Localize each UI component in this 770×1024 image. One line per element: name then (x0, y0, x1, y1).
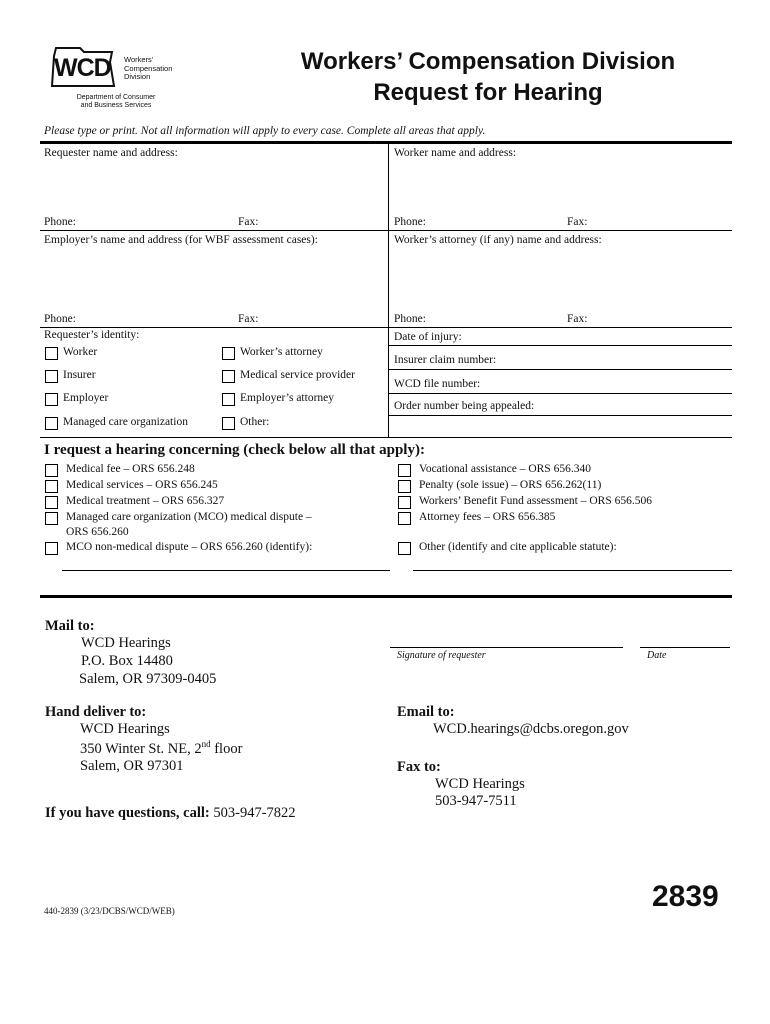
identity-employer-attorney-label: Employer’s attorney (240, 392, 334, 404)
mail-line-3: Salem, OR 97309-0405 (79, 671, 217, 687)
identity-employer-attorney-checkbox[interactable] (222, 393, 235, 406)
medical-treatment-checkbox[interactable] (45, 496, 58, 509)
questions-phone[interactable]: 503-947-7822 (213, 805, 296, 821)
identity-other-label: Other: (240, 416, 270, 428)
hand-line-1: WCD Hearings (80, 721, 170, 737)
attorney-fees-checkbox[interactable] (398, 512, 411, 525)
case-divider-3 (388, 393, 732, 394)
wcd-file-number-field[interactable]: WCD file number: (394, 378, 481, 390)
mail-heading: Mail to: (45, 618, 95, 634)
identity-medical-provider-label: Medical service provider (240, 369, 355, 381)
medical-services-label: Medical services – ORS 656.245 (66, 479, 218, 491)
identity-employer-checkbox[interactable] (45, 393, 58, 406)
attorney-fees-label: Attorney fees – ORS 656.385 (419, 511, 556, 523)
wcd-logo (50, 46, 178, 108)
fax-line-2: 503-947-7511 (435, 793, 517, 809)
order-number-field[interactable]: Order number being appealed: (394, 400, 535, 412)
email-heading: Email to: (397, 704, 455, 720)
vocational-label: Vocational assistance – ORS 656.340 (419, 463, 591, 475)
other-label: Other (identify and cite applicable statute): (419, 541, 617, 553)
mail-line-1: WCD Hearings (81, 635, 171, 651)
signature-label: Signature of requester (397, 650, 486, 661)
identity-worker-attorney-label: Worker’s attorney (240, 346, 323, 358)
signature-line[interactable] (390, 647, 623, 648)
form-top-rule (40, 141, 732, 144)
identity-medical-provider-checkbox[interactable] (222, 370, 235, 383)
questions-line: If you have questions, call: 503-947-7822 (45, 805, 296, 821)
attorney-fax-field[interactable]: Fax: (567, 313, 588, 325)
date-line[interactable] (640, 647, 730, 648)
fax-heading: Fax to: (397, 759, 441, 775)
case-divider-4 (388, 415, 732, 416)
date-of-injury-field[interactable]: Date of injury: (394, 331, 462, 343)
insurer-claim-number-field[interactable]: Insurer claim number: (394, 354, 497, 366)
requester-fax-field[interactable]: Fax: (238, 216, 259, 228)
medical-fee-label: Medical fee – ORS 656.248 (66, 463, 195, 475)
penalty-label: Penalty (sole issue) – ORS 656.262(11) (419, 479, 602, 491)
identity-worker-checkbox[interactable] (45, 347, 58, 360)
footer-code: 440-2839 (3/23/DCBS/WCD/WEB) (44, 906, 175, 916)
identity-label: Requester’s identity: (44, 329, 140, 341)
wbf-assessment-label: Workers’ Benefit Fund assessment – ORS 656.506 (419, 495, 652, 507)
requester-name-field[interactable]: Requester name and address: (44, 147, 178, 159)
logo-division-name: Workers' Compensation Division (124, 55, 173, 81)
identity-mco-label: Managed care organization (63, 416, 188, 428)
medical-fee-checkbox[interactable] (45, 464, 58, 477)
case-divider-2 (388, 369, 732, 370)
identity-insurer-checkbox[interactable] (45, 370, 58, 383)
medical-treatment-label: Medical treatment – ORS 656.327 (66, 495, 225, 507)
row-divider-3 (40, 437, 732, 438)
hand-line-3: Salem, OR 97301 (80, 758, 184, 774)
identity-other-checkbox[interactable] (222, 417, 235, 430)
section-rule (40, 595, 732, 598)
attorney-phone-field[interactable]: Phone: (394, 313, 426, 325)
wbf-assessment-checkbox[interactable] (398, 496, 411, 509)
employer-phone-field[interactable]: Phone: (44, 313, 76, 325)
identity-worker-attorney-checkbox[interactable] (222, 347, 235, 360)
mco-medical-checkbox[interactable] (45, 512, 58, 525)
other-identify-line[interactable] (413, 570, 732, 571)
identity-employer-label: Employer (63, 392, 109, 404)
email-address[interactable]: WCD.hearings@dcbs.oregon.gov (433, 721, 629, 737)
hearing-heading: I request a hearing concerning (check below all that apply): (44, 442, 425, 458)
logo-wcd-text: WCD (54, 54, 111, 82)
employer-name-field[interactable]: Employer’s name and address (for WBF assessment cases): (44, 234, 318, 246)
worker-fax-field[interactable]: Fax: (567, 216, 588, 228)
identity-mco-checkbox[interactable] (45, 417, 58, 430)
instructions: Please type or print. Not all information will apply to every case. Complete all areas that apply. (44, 125, 486, 137)
requester-phone-field[interactable]: Phone: (44, 216, 76, 228)
logo-department: Department of Consumer and Business Services (76, 94, 156, 109)
mail-line-2: P.O. Box 14480 (81, 653, 173, 669)
identity-insurer-label: Insurer (63, 369, 96, 381)
vocational-checkbox[interactable] (398, 464, 411, 477)
mco-nonmedical-checkbox[interactable] (45, 542, 58, 555)
fax-line-1: WCD Hearings (435, 776, 525, 792)
date-label: Date (647, 650, 667, 661)
mco-medical-label-cont: ORS 656.260 (66, 526, 129, 538)
page-title: Workers’ Compensation Division (300, 48, 676, 75)
worker-name-field[interactable]: Worker name and address: (394, 147, 517, 159)
row-divider-2 (40, 327, 732, 328)
medical-services-checkbox[interactable] (45, 480, 58, 493)
attorney-name-field[interactable]: Worker’s attorney (if any) name and address: (394, 234, 602, 246)
hand-line-2: 350 Winter St. NE, 2nd floor (80, 739, 243, 757)
employer-fax-field[interactable]: Fax: (238, 313, 259, 325)
row-divider-1 (40, 230, 732, 231)
penalty-checkbox[interactable] (398, 480, 411, 493)
case-divider-1 (388, 345, 732, 346)
hand-heading: Hand deliver to: (45, 704, 147, 720)
other-checkbox[interactable] (398, 542, 411, 555)
worker-phone-field[interactable]: Phone: (394, 216, 426, 228)
page-subtitle: Request for Hearing (373, 79, 603, 106)
mco-medical-label: Managed care organization (MCO) medical dispute – (66, 511, 312, 523)
identity-worker-label: Worker (63, 346, 98, 358)
mco-nonmedical-label: MCO non-medical dispute – ORS 656.260 (identify): (66, 541, 313, 553)
form-number: 2839 (652, 880, 719, 913)
mco-identify-line[interactable] (62, 570, 390, 571)
